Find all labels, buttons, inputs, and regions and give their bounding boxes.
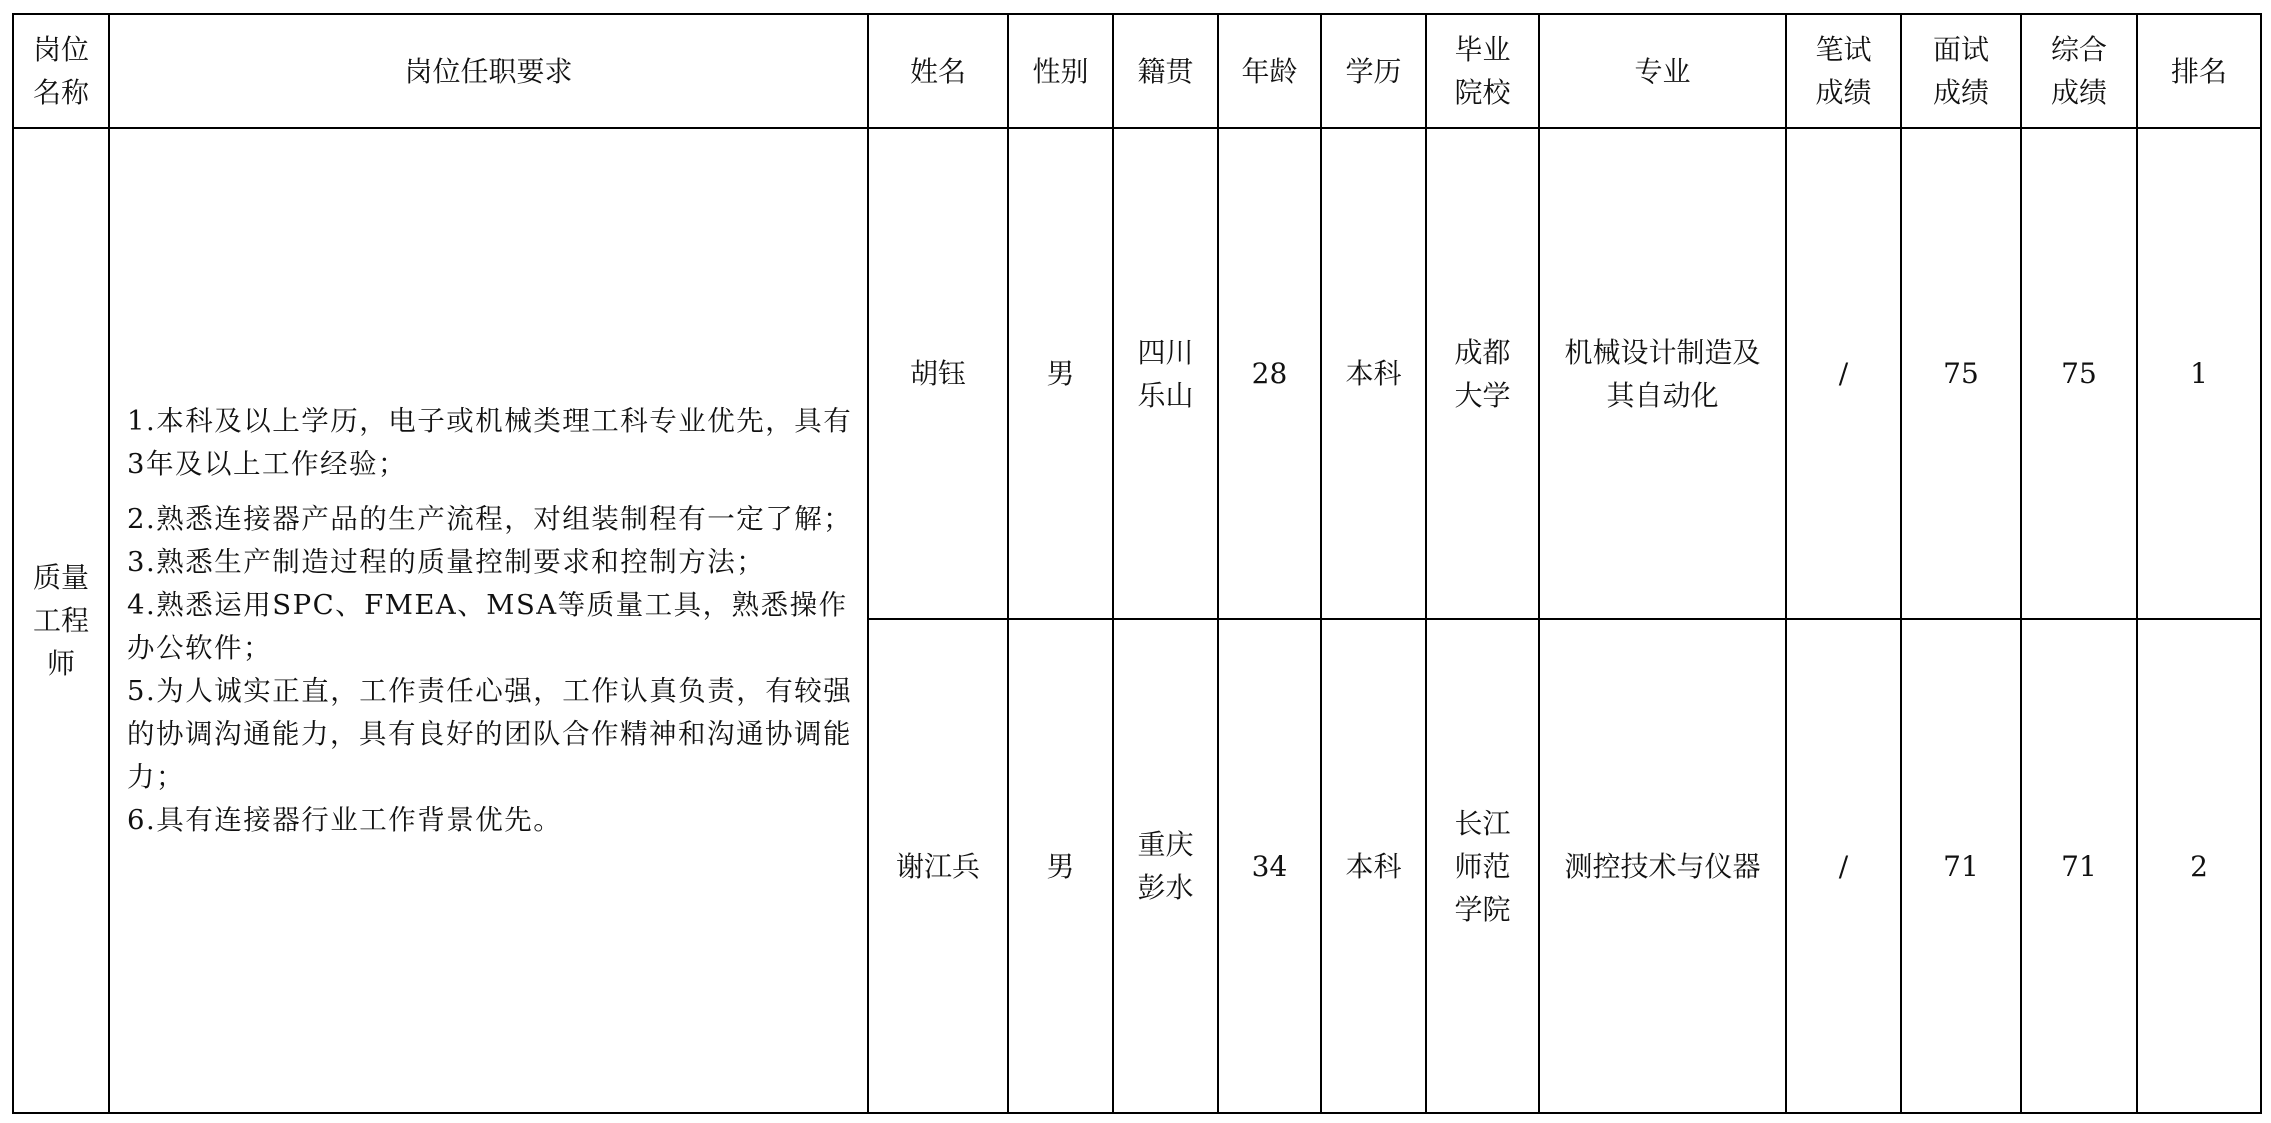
- header-rank: 排名: [2137, 14, 2261, 128]
- header-major: 专业: [1539, 14, 1786, 128]
- candidate-school: 长江 师范 学院: [1426, 619, 1539, 1113]
- position-name-cell: 质量 工程 师: [13, 128, 109, 1113]
- candidate-age: 28: [1218, 128, 1321, 619]
- requirement-item: 1.本科及以上学历，电子或机械类理工科专业优先，具有3年及以上工作经验；: [127, 404, 853, 480]
- candidate-native-place: 重庆 彭水: [1113, 619, 1218, 1113]
- candidate-total-score: 75: [2021, 128, 2137, 619]
- candidate-written-score: /: [1786, 619, 1901, 1113]
- header-name: 姓名: [868, 14, 1008, 128]
- header-education: 学历: [1321, 14, 1426, 128]
- header-native-place: 籍贯: [1113, 14, 1218, 128]
- requirement-item: 6.具有连接器行业工作背景优先。: [127, 803, 563, 836]
- candidate-rank: 1: [2137, 128, 2261, 619]
- requirements-list: [127, 400, 855, 842]
- header-position-name: 岗位 名称: [13, 14, 109, 128]
- candidate-total-score: 71: [2021, 619, 2137, 1113]
- candidate-interview-score: 71: [1901, 619, 2021, 1113]
- header-requirements: 岗位任职要求: [109, 14, 868, 128]
- candidate-written-score: /: [1786, 128, 1901, 619]
- candidate-name: 谢江兵: [868, 619, 1008, 1113]
- requirement-item: 5.为人诚实正直，工作责任心强，工作认真负责，有较强的协调沟通能力，具有良好的团队合作精神和沟通协调能力；: [127, 674, 853, 793]
- header-row: [13, 14, 2261, 128]
- candidate-native-place: 四川 乐山: [1113, 128, 1218, 619]
- header-age: 年龄: [1218, 14, 1321, 128]
- candidate-major: 机械设计制造及 其自动化: [1539, 128, 1786, 619]
- table-row: [13, 128, 2261, 619]
- candidate-name: 胡钰: [868, 128, 1008, 619]
- requirement-item: 4.熟悉运用SPC、FMEA、MSA等质量工具，熟悉操作办公软件；: [127, 588, 848, 664]
- header-written-score: 笔试 成绩: [1786, 14, 1901, 128]
- requirements-cell: [109, 128, 868, 1113]
- requirement-item: 3.熟悉生产制造过程的质量控制要求和控制方法；: [127, 545, 766, 578]
- candidate-age: 34: [1218, 619, 1321, 1113]
- header-total-score: 综合 成绩: [2021, 14, 2137, 128]
- candidate-gender: 男: [1008, 128, 1113, 619]
- candidate-education: 本科: [1321, 619, 1426, 1113]
- candidate-rank: 2: [2137, 619, 2261, 1113]
- header-gender: 性别: [1008, 14, 1113, 128]
- candidate-education: 本科: [1321, 128, 1426, 619]
- candidate-gender: 男: [1008, 619, 1113, 1113]
- candidate-interview-score: 75: [1901, 128, 2021, 619]
- header-interview-score: 面试 成绩: [1901, 14, 2021, 128]
- recruitment-results-table: [12, 13, 2262, 1114]
- candidate-major: 测控技术与仪器: [1539, 619, 1786, 1113]
- header-school: 毕业 院校: [1426, 14, 1539, 128]
- candidate-school: 成都 大学: [1426, 128, 1539, 619]
- requirement-item: 2.熟悉连接器产品的生产流程，对组装制程有一定了解；: [127, 502, 853, 535]
